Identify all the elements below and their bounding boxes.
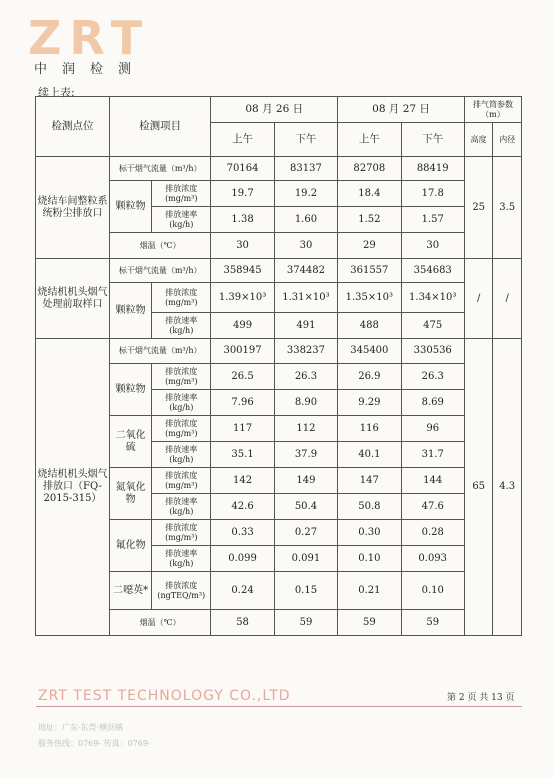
value-cell: 19.2 [274, 181, 337, 207]
header-row-1 [36, 97, 522, 123]
flue-temp-label: 烟温（℃） [109, 610, 210, 636]
value-cell: 0.093 [401, 546, 464, 572]
page-number: 第 2 页 共 13 页 [447, 693, 515, 703]
value-cell: 35.1 [211, 442, 274, 468]
particulate-label: 颗粒物 [109, 364, 151, 416]
value-cell: 358945 [211, 259, 274, 283]
footer-tel: 服务热线：0769- 传真：0769- [38, 739, 151, 748]
value-cell: 0.10 [338, 546, 401, 572]
value-cell: 491 [274, 313, 337, 339]
dioxin-label: 二噁英* [109, 572, 151, 610]
std-flow-label: 标干烟气流量（m³/h） [109, 157, 210, 181]
chimney-height: / [464, 259, 493, 339]
header-chimney: 排气筒参数（m） [464, 97, 521, 123]
value-cell: 475 [401, 313, 464, 339]
emission-rate-label: 排放速率 (kg/h) [152, 546, 211, 572]
value-cell: 59 [401, 610, 464, 636]
value-cell: 338237 [274, 339, 337, 364]
emission-conc-label: 排放浓度 (mg/m³) [152, 283, 211, 313]
value-cell: 26.3 [274, 364, 337, 390]
header-item: 检测项目 [109, 97, 210, 157]
chimney-diameter: 4.3 [493, 339, 522, 636]
value-cell: 354683 [401, 259, 464, 283]
chimney-diameter: / [493, 259, 522, 339]
emission-rate-label: 排放速率 (kg/h) [152, 313, 211, 339]
emission-conc-label: 排放浓度 (mg/m³) [152, 416, 211, 442]
value-cell: 0.28 [401, 520, 464, 546]
std-flow-label: 标干烟气流量（m³/h） [109, 259, 210, 283]
value-cell: 0.27 [274, 520, 337, 546]
value-cell: 0.21 [338, 572, 401, 610]
value-cell: 0.091 [274, 546, 337, 572]
footer-divider [36, 706, 522, 707]
value-cell: 1.60 [274, 207, 337, 233]
table-row [36, 157, 522, 181]
value-cell: 1.31×10³ [274, 283, 337, 313]
value-cell: 29 [338, 233, 401, 259]
value-cell: 117 [211, 416, 274, 442]
value-cell: 112 [274, 416, 337, 442]
value-cell: 0.33 [211, 520, 274, 546]
svg-text:ZRT: ZRT [28, 14, 151, 65]
so2-label: 二氧化硫 [109, 416, 151, 468]
value-cell: 42.6 [211, 494, 274, 520]
footer-company: ZRT TEST TECHNOLOGY CO.,LTD [38, 688, 291, 704]
location-cell: 烧结机机头烟气处理前取样口 [36, 259, 110, 339]
footer-address: 地址：广东·东莞·横沥镇 [38, 723, 124, 732]
value-cell: 37.9 [274, 442, 337, 468]
emission-conc-label: 排放浓度 (mg/m³) [152, 468, 211, 494]
value-cell: 1.38 [211, 207, 274, 233]
value-cell: 96 [401, 416, 464, 442]
value-cell: 0.099 [211, 546, 274, 572]
value-cell: 30 [274, 233, 337, 259]
header-date-2: 08 月 27 日 [338, 97, 465, 123]
header-date-1: 08 月 26 日 [211, 97, 338, 123]
value-cell: 88419 [401, 157, 464, 181]
header-pm: 下午 [274, 123, 337, 157]
emission-rate-label: 排放速率 (kg/h) [152, 494, 211, 520]
table-row [36, 339, 522, 364]
particulate-label: 颗粒物 [109, 283, 151, 339]
header-am: 上午 [338, 123, 401, 157]
value-cell: 374482 [274, 259, 337, 283]
value-cell: 0.24 [211, 572, 274, 610]
std-flow-label: 标干烟气流量（m³/h） [109, 339, 210, 364]
value-cell: 47.6 [401, 494, 464, 520]
value-cell: 144 [401, 468, 464, 494]
value-cell: 1.34×10³ [401, 283, 464, 313]
header-height: 高度 [464, 123, 493, 157]
value-cell: 8.90 [274, 390, 337, 416]
value-cell: 50.4 [274, 494, 337, 520]
value-cell: 9.29 [338, 390, 401, 416]
nox-label: 氮氧化物 [109, 468, 151, 520]
value-cell: 26.3 [401, 364, 464, 390]
continued-label: 续上表: [38, 86, 75, 99]
value-cell: 1.39×10³ [211, 283, 274, 313]
value-cell: 1.52 [338, 207, 401, 233]
value-cell: 59 [338, 610, 401, 636]
emission-conc-label: 排放浓度 (mg/m³) [152, 181, 211, 207]
value-cell: 1.57 [401, 207, 464, 233]
value-cell: 59 [274, 610, 337, 636]
value-cell: 7.96 [211, 390, 274, 416]
value-cell: 58 [211, 610, 274, 636]
value-cell: 82708 [338, 157, 401, 181]
particulate-label: 颗粒物 [109, 181, 151, 233]
value-cell: 147 [338, 468, 401, 494]
value-cell: 488 [338, 313, 401, 339]
fluoride-label: 氟化物 [109, 520, 151, 572]
header-am: 上午 [211, 123, 274, 157]
chimney-height: 25 [464, 157, 493, 259]
emission-rate-label: 排放速率 (kg/h) [152, 442, 211, 468]
location-cell: 烧结车间整粒系统粉尘排放口 [36, 157, 110, 259]
location-cell: 烧结机机头烟气排放口（FQ-2015-315） [36, 339, 110, 636]
value-cell: 499 [211, 313, 274, 339]
value-cell: 149 [274, 468, 337, 494]
value-cell: 18.4 [338, 181, 401, 207]
emission-conc-label: 排放浓度 (mg/m³) [152, 520, 211, 546]
value-cell: 30 [211, 233, 274, 259]
logo-subtitle: 中润检测 [34, 62, 147, 77]
chimney-diameter: 3.5 [493, 157, 522, 259]
value-cell: 0.30 [338, 520, 401, 546]
emission-rate-label: 排放速率 (kg/h) [152, 207, 211, 233]
emission-conc-label: 排放浓度 (mg/m³) [152, 364, 211, 390]
dioxin-conc-label: 排放浓度 (ngTEQ/m³) [152, 572, 211, 610]
value-cell: 0.10 [401, 572, 464, 610]
value-cell: 50.8 [338, 494, 401, 520]
value-cell: 142 [211, 468, 274, 494]
header-location: 检测点位 [36, 97, 110, 157]
value-cell: 30 [401, 233, 464, 259]
header-inner-diameter: 内径 [493, 123, 522, 157]
value-cell: 26.5 [211, 364, 274, 390]
value-cell: 40.1 [338, 442, 401, 468]
value-cell: 330536 [401, 339, 464, 364]
value-cell: 19.7 [211, 181, 274, 207]
value-cell: 70164 [211, 157, 274, 181]
value-cell: 31.7 [401, 442, 464, 468]
value-cell: 83137 [274, 157, 337, 181]
emission-rate-label: 排放速率 (kg/h) [152, 390, 211, 416]
value-cell: 361557 [338, 259, 401, 283]
header-pm: 下午 [401, 123, 464, 157]
chimney-height: 65 [464, 339, 493, 636]
value-cell: 1.35×10³ [338, 283, 401, 313]
value-cell: 345400 [338, 339, 401, 364]
table-row [36, 259, 522, 283]
value-cell: 26.9 [338, 364, 401, 390]
value-cell: 116 [338, 416, 401, 442]
value-cell: 0.15 [274, 572, 337, 610]
test-results-table [35, 96, 522, 636]
flue-temp-label: 烟温（℃） [109, 233, 210, 259]
value-cell: 17.8 [401, 181, 464, 207]
value-cell: 8.69 [401, 390, 464, 416]
value-cell: 300197 [211, 339, 274, 364]
